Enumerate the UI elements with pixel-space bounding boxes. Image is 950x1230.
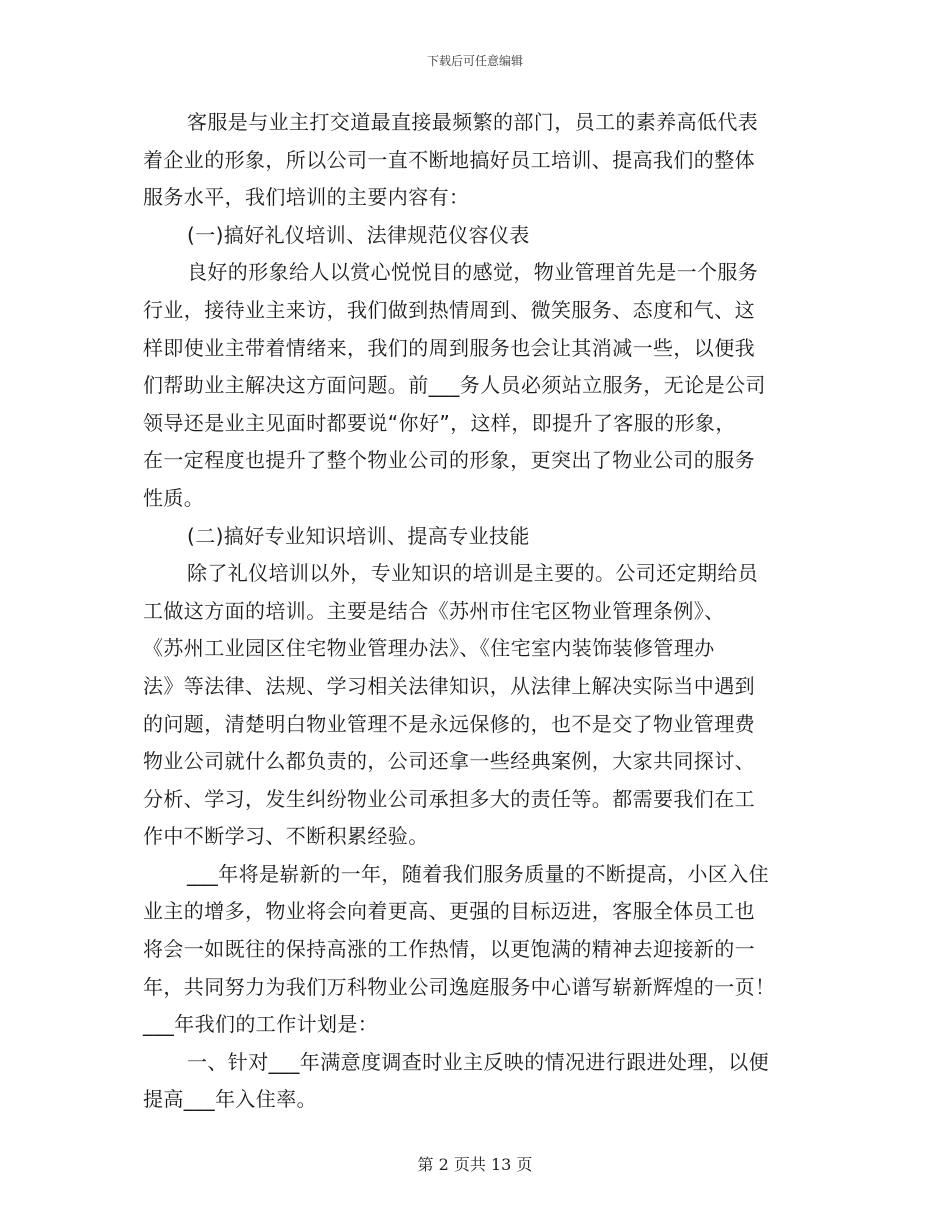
- text-line: 分析、学习，发生纠纷物业公司承担多大的责任等。都需要我们在工: [143, 786, 755, 811]
- page-footer: 第 2 页共 13 页: [417, 1155, 533, 1174]
- text-line: 除了礼仪培训以外，专业知识的培训是主要的。公司还定期给员: [187, 561, 759, 586]
- text-line: ___年将是崭新的一年，随着我们服务质量的不断提高，小区入住: [187, 861, 769, 886]
- text-line: 一、针对___年满意度调查时业主反映的情况进行跟进处理，以便: [187, 1049, 769, 1074]
- text-line: 年，共同努力为我们万科物业公司逸庭服务中心谱写崭新辉煌的一页！: [143, 974, 776, 999]
- text-line: 客服是与业主打交道最直接最频繁的部门，员工的素养高低代表: [187, 110, 759, 134]
- text-line: 领导还是业主见面时都要说“你好”，这样，即提升了客服的形象，: [143, 410, 736, 435]
- text-line: 在一定程度也提升了整个物业公司的形象，更突出了物业公司的服务: [143, 448, 755, 473]
- text-line: 样即使业主带着情绪来，我们的周到服务也会让其消减一些，以便我: [143, 335, 755, 360]
- text-line: 将会一如既往的保持高涨的工作热情，以更饱满的精神去迎接新的一: [143, 937, 755, 962]
- text-line: 工做这方面的培训。主要是结合《苏州市住宅区物业管理条例》、: [143, 598, 725, 623]
- text-line: 们帮助业主解决这方面问题。前___务人员必须站立服务，无论是公司: [143, 373, 766, 398]
- text-line: 物业公司就什么都负责的，公司还拿一些经典案例，大家共同探讨、: [143, 749, 755, 774]
- text-line: ___年我们的工作计划是：: [143, 1012, 379, 1037]
- text-line: 法》等法律、法规、学习相关法律知识，从法律上解决实际当中遇到: [143, 673, 755, 698]
- text-line: 行业，接待业主来访，我们做到热情周到、微笑服务、态度和气、这: [143, 297, 755, 322]
- text-line: 提高___年入住率。: [143, 1087, 317, 1112]
- text-line: (二)搞好专业知识培训、提高专业技能: [187, 523, 530, 548]
- text-line: 《苏州工业园区住宅物业管理办法》、《住宅室内装饰装修管理办: [143, 636, 715, 661]
- text-line: 良好的形象给人以赏心悦悦目的感觉，物业管理首先是一个服务: [187, 260, 759, 285]
- text-line: 作中不断学习、不断积累经验。: [143, 824, 429, 849]
- text-line: 性质。: [143, 485, 205, 510]
- text-line: 服务水平，我们培训的主要内容有：: [143, 185, 470, 210]
- text-line: 的问题，清楚明白物业管理不是永远保修的，也不是交了物业管理费: [143, 711, 755, 736]
- text-line: 业主的增多，物业将会向着更高、更强的目标迈进，客服全体员工也: [143, 899, 755, 924]
- page-header: 下载后可任意编辑: [426, 54, 523, 68]
- text-line: (一)搞好礼仪培训、法律规范仪容仪表: [187, 222, 530, 247]
- text-line: 着企业的形象，所以公司一直不断地搞好员工培训、提高我们的整体: [143, 147, 755, 172]
- document-body: [143, 104, 807, 1119]
